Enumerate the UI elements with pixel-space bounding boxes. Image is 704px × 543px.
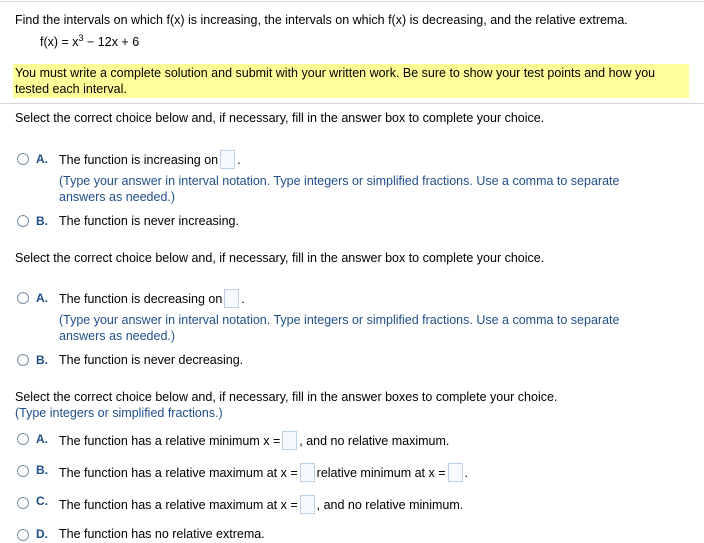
part2-option-a-period: . xyxy=(241,291,245,306)
relative-minimum-input-b[interactable] xyxy=(448,463,463,482)
part1-option-b-text: The function is never increasing. xyxy=(59,214,239,228)
question-prompt: Find the intervals on which f(x) is increasing, the intervals on which f(x) is decreasing, and the relative extrema. xyxy=(15,13,628,27)
part3-instruction: Select the correct choice below and, if necessary, fill in the answer boxes to complete your choice. xyxy=(15,390,558,404)
function-suffix: − 12x + 6 xyxy=(83,35,140,49)
section-divider xyxy=(0,103,704,104)
part3-option-b xyxy=(59,463,468,482)
part3-option-d-letter: D. xyxy=(36,527,48,541)
function-exponent: 3 xyxy=(78,33,84,43)
part1-option-a-period: . xyxy=(237,152,241,167)
part2-option-b-letter: B. xyxy=(36,353,48,367)
part3-option-a-text-after: , and no relative maximum. xyxy=(299,433,450,448)
highlighted-notice: You must write a complete solution and submit with your written work. Be sure to show your test points and how you tested each interval. xyxy=(13,64,689,98)
part3-option-d-radio[interactable] xyxy=(17,529,29,541)
part3-option-a-letter: A. xyxy=(36,432,48,446)
relative-minimum-input[interactable] xyxy=(282,431,297,450)
part1-option-b-radio[interactable] xyxy=(17,215,29,227)
part1-option-b-letter: B. xyxy=(36,214,48,228)
part3-option-b-radio[interactable] xyxy=(17,465,29,477)
part2-option-a-hint: (Type your answer in interval notation. Type integers or simplified fractions. Use a comma to separate answers as needed.) xyxy=(59,313,620,343)
part3-option-b-text: The function has a relative maximum at x = xyxy=(59,465,298,480)
part3-note: (Type integers or simplified fractions.) xyxy=(15,406,223,420)
part2-instruction: Select the correct choice below and, if necessary, fill in the answer box to complete your choice. xyxy=(15,251,545,265)
part3-option-c xyxy=(59,495,463,514)
part1-option-a-hint: (Type your answer in interval notation. Type integers or simplified fractions. Use a comma to separate answers as needed.) xyxy=(59,174,620,204)
part2-option-b-text: The function is never decreasing. xyxy=(59,353,244,367)
part1-option-a-radio[interactable] xyxy=(17,153,29,165)
part2-option-a-letter: A. xyxy=(36,291,48,305)
function-expression xyxy=(40,35,139,49)
part3-option-c-text-after: , and no relative minimum. xyxy=(316,497,464,512)
part3-option-b-period: . xyxy=(464,465,468,480)
part3-option-b-letter: B. xyxy=(36,463,48,477)
part1-option-a-text: The function is increasing on xyxy=(59,152,219,167)
part2-option-a-text: The function is decreasing on xyxy=(59,291,223,306)
top-divider xyxy=(0,1,704,2)
part2-option-b-radio[interactable] xyxy=(17,354,29,366)
part2-option-a xyxy=(59,289,245,308)
part3-option-a-text: The function has a relative minimum x = xyxy=(59,433,281,448)
part1-option-a xyxy=(59,150,241,169)
function-prefix: f(x) = x xyxy=(40,35,79,49)
increasing-interval-input[interactable] xyxy=(220,150,235,169)
part3-option-a xyxy=(59,431,449,450)
part3-option-c-radio[interactable] xyxy=(17,497,29,509)
part3-option-d-text: The function has no relative extrema. xyxy=(59,527,265,541)
relative-maximum-input-b[interactable] xyxy=(300,463,315,482)
part3-option-a-radio[interactable] xyxy=(17,433,29,445)
part3-option-b-text-mid: relative minimum at x = xyxy=(316,465,446,480)
part1-instruction: Select the correct choice below and, if necessary, fill in the answer box to complete your choice. xyxy=(15,111,545,125)
decreasing-interval-input[interactable] xyxy=(224,289,239,308)
part2-option-a-radio[interactable] xyxy=(17,292,29,304)
part3-option-c-text: The function has a relative maximum at x = xyxy=(59,497,298,512)
relative-maximum-input-c[interactable] xyxy=(300,495,315,514)
part3-option-c-letter: C. xyxy=(36,494,48,508)
part1-option-a-letter: A. xyxy=(36,152,48,166)
